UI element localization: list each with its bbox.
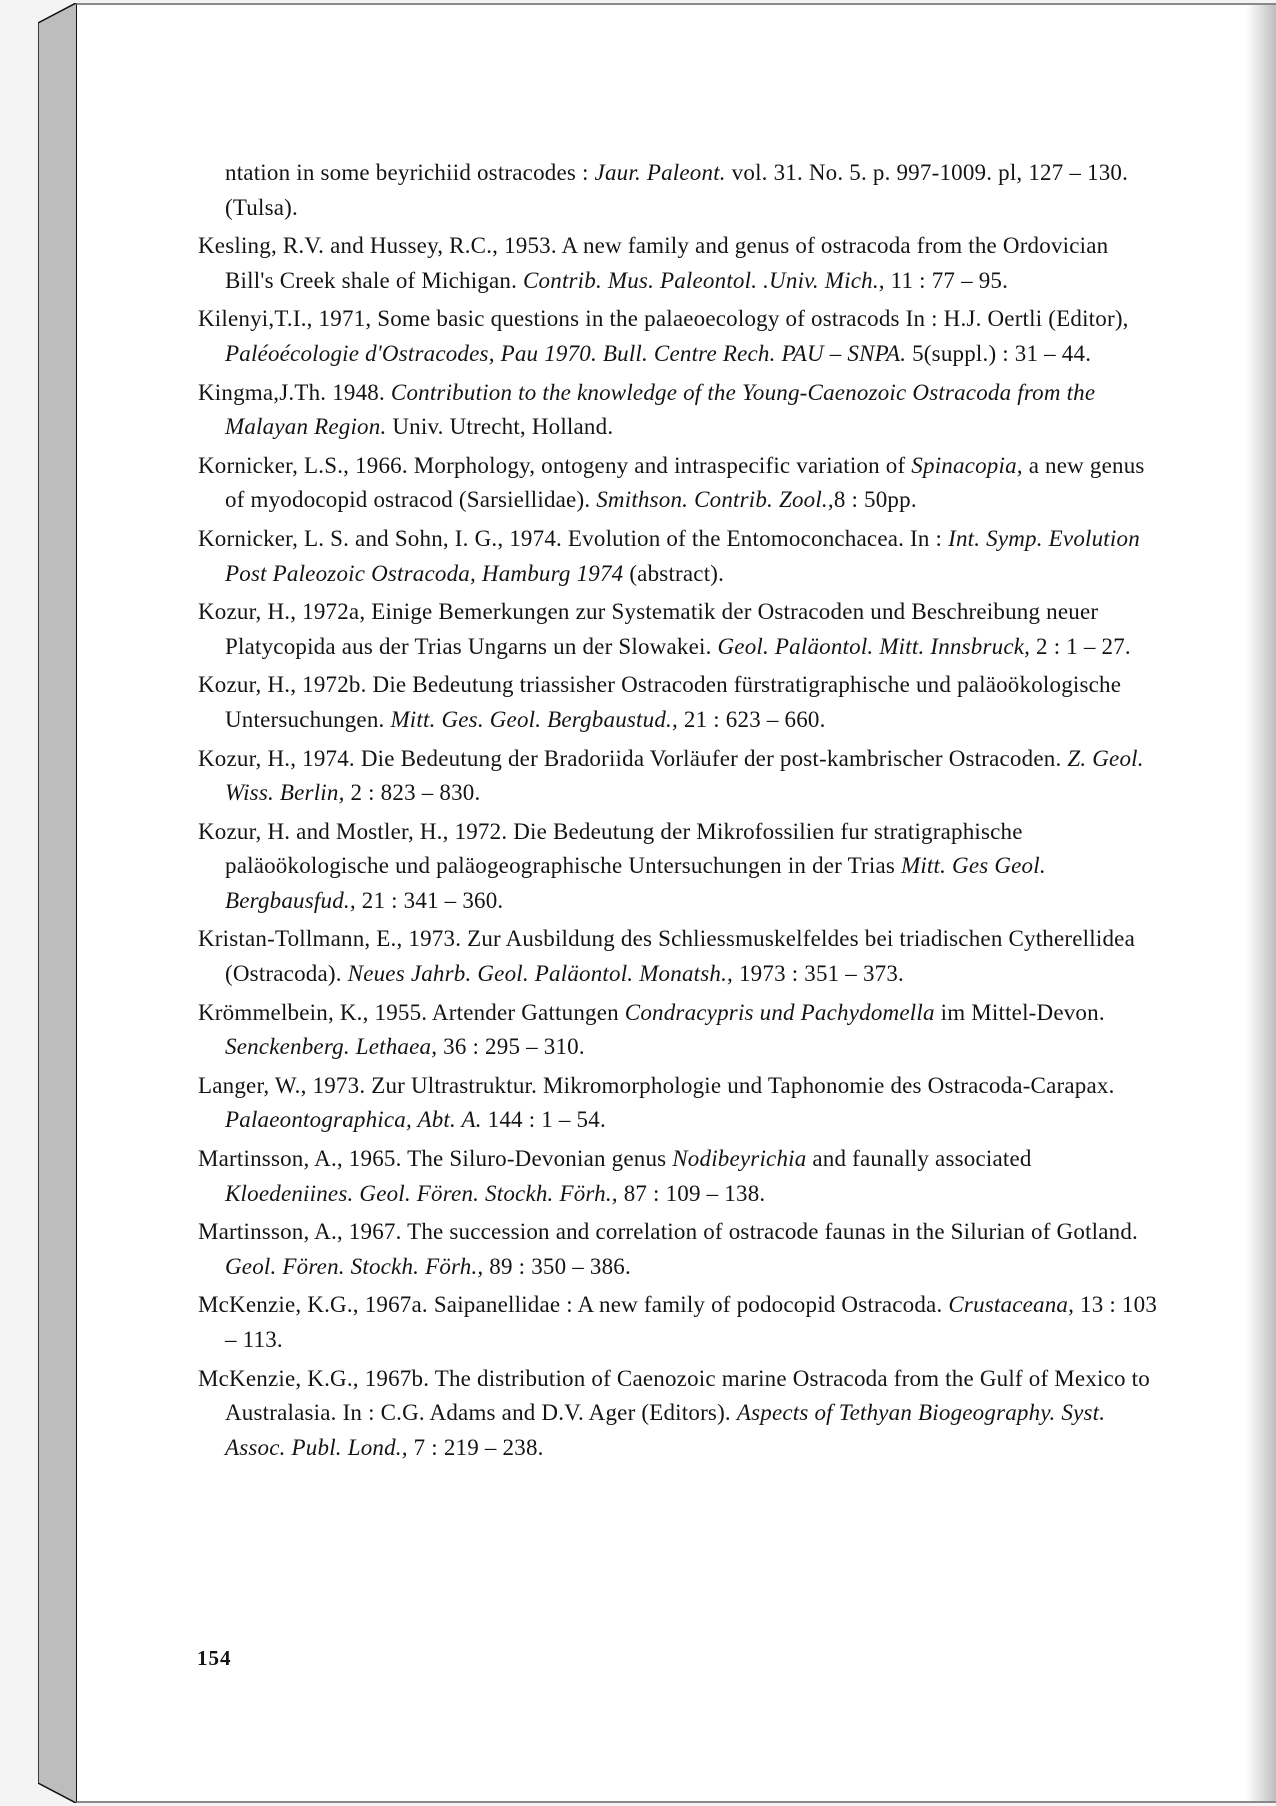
reference-entry bbox=[198, 1215, 1158, 1284]
reference-text: 7 : 219 – 238. bbox=[407, 1434, 544, 1460]
reference-entry bbox=[198, 449, 1158, 518]
reference-text: and faunally associated bbox=[806, 1146, 1032, 1172]
reference-text: Kozur, H. and Mostler, H., 1972. Die Bedeutung der Mikrofossilien fur stratigraphische paläoökologische und paläogeographische Untersuchungen in der Trias bbox=[198, 818, 1023, 879]
reference-text: Kornicker, L.S., 1966. Morphology, ontogeny and intraspecific variation of bbox=[198, 452, 912, 478]
reference-text: a new genus of myodocopid ostracod (Sarsiellidae). bbox=[225, 452, 1145, 513]
reference-entry bbox=[198, 1142, 1158, 1211]
reference-italic-text: Contribution to the knowledge of the Young-Caenozoic Ostracoda from the Malayan Region. bbox=[225, 379, 1096, 440]
reference-text: Kesling, R.V. and Hussey, R.C., 1953. A new family and genus of ostracoda from the Ordovician Bill's Creek shale of Michigan. bbox=[198, 233, 1109, 293]
reference-entry bbox=[198, 1069, 1158, 1138]
reference-italic-text: Mitt. Ges Geol. Bergbausfud., bbox=[225, 853, 1046, 913]
reference-italic-text: Spinacopia, bbox=[911, 452, 1023, 478]
reference-italic-text: Paléoécologie d'Ostracodes, Pau 1970. Bull. Centre Rech. PAU – SNPA. bbox=[225, 340, 907, 366]
reference-text: Kozur, H., 1974. Die Bedeutung der Bradoriida Vorläufer der post-kambrischer Ostracoden. bbox=[198, 745, 1068, 771]
reference-text: 21 : 341 – 360. bbox=[355, 887, 504, 913]
reference-text: (abstract). bbox=[623, 560, 725, 586]
reference-text: 2 : 1 – 27. bbox=[1030, 633, 1131, 659]
reference-text: Kristan-Tollmann, E., 1973. Zur Ausbildung des Schliessmuskelfeldes bei triadischen Cytherellidea (Ostracoda). bbox=[198, 926, 1135, 987]
reference-text: McKenzie, K.G., 1967a. Saipanellidae : A new family of podocopid Ostracoda. bbox=[198, 1292, 949, 1318]
reference-text: 21 : 623 – 660. bbox=[677, 706, 826, 732]
reference-entry bbox=[198, 595, 1158, 664]
reference-italic-text: Palaeontographica, Abt. A. bbox=[225, 1107, 482, 1133]
reference-text: vol. 31. No. 5. p. 997-1009. pl, 127 – 130. (Tulsa). bbox=[225, 160, 1129, 220]
reference-entry bbox=[198, 522, 1158, 591]
reference-italic-text: Crustaceana, bbox=[948, 1292, 1075, 1318]
reference-italic-text: Mitt. Ges. Geol. Bergbaustud., bbox=[390, 706, 678, 732]
reference-text: Univ. Utrecht, Holland. bbox=[386, 414, 614, 440]
reference-text: Krömmelbein, K., 1955. Artender Gattungen bbox=[198, 999, 625, 1025]
reference-text: Langer, W., 1973. Zur Ultrastruktur. Mikromorphologie und Taphonomie des Ostracoda-Carapax. bbox=[198, 1072, 1115, 1098]
reference-text: 87 : 109 – 138. bbox=[617, 1180, 766, 1206]
reference-italic-text: Neues Jahrb. Geol. Paläontol. Monatsh., bbox=[347, 961, 734, 987]
reference-text: 8 : 50pp. bbox=[833, 487, 917, 513]
reference-text: Kozur, H., 1972b. Die Bedeutung triassisher Ostracoden fürstratigraphische und paläoökologische Untersuchungen. bbox=[198, 672, 1122, 732]
reference-text: Kornicker, L. S. and Sohn, I. G., 1974. Evolution of the Entomoconchacea. In : bbox=[198, 525, 949, 551]
reference-italic-text: Senckenberg. Lethaea, bbox=[225, 1034, 438, 1060]
reference-italic-text: Jaur. Paleont. bbox=[594, 160, 726, 185]
reference-italic-text: Kloedeniines. Geol. Fören. Stockh. Förh., bbox=[225, 1180, 618, 1206]
reference-italic-text: Contrib. Mus. Paleontol. .Univ. Mich., bbox=[523, 267, 885, 293]
reference-italic-text: Aspects of Tethyan Biogeography. Syst. Assoc. Publ. Lond., bbox=[225, 1400, 1106, 1460]
reference-italic-text: Z. Geol. Wiss. Berlin, bbox=[225, 745, 1144, 806]
reference-text: 1973 : 351 – 373. bbox=[733, 961, 905, 987]
reference-italic-text: Geol. Paläontol. Mitt. Innsbruck, bbox=[717, 633, 1031, 659]
reference-italic-text: Geol. Fören. Stockh. Förh., bbox=[225, 1253, 484, 1279]
reference-list bbox=[198, 156, 1158, 1469]
reference-entry bbox=[198, 922, 1158, 991]
reference-text: 5(suppl.) : 31 – 44. bbox=[906, 340, 1092, 366]
reference-text: Martinsson, A., 1967. The succession and correlation of ostracode faunas in the Silurian of Gotland. bbox=[198, 1219, 1139, 1245]
reference-text: ntation in some beyrichiid ostracodes : bbox=[225, 160, 595, 185]
reference-italic-text: Smithson. Contrib. Zool., bbox=[596, 487, 834, 513]
reference-entry bbox=[198, 229, 1158, 298]
reference-entry bbox=[198, 815, 1158, 919]
page-number: 154 bbox=[197, 1646, 232, 1670]
reference-italic-text: Condracypris und Pachydomella bbox=[624, 999, 935, 1025]
reference-italic-text: Int. Symp. Evolution Post Paleozoic Ostracoda, Hamburg 1974 bbox=[225, 525, 1140, 586]
reference-entry-continued bbox=[171, 156, 1158, 225]
reference-entry bbox=[198, 1362, 1158, 1466]
reference-text: 89 : 350 – 386. bbox=[483, 1253, 631, 1279]
reference-entry bbox=[198, 742, 1158, 811]
reference-italic-text: Nodibeyrichia bbox=[672, 1146, 807, 1172]
page-edge-shade bbox=[1246, 5, 1276, 1801]
reference-text: McKenzie, K.G., 1967b. The distribution of Caenozoic marine Ostracoda from the Gulf of Mexico to Australasia. In : C.G. Adams and D.V. Ager (Editors). bbox=[198, 1365, 1150, 1426]
reference-text: 13 : 103 – 113. bbox=[225, 1292, 1158, 1352]
reference-entry bbox=[198, 668, 1158, 737]
reference-text: Kozur, H., 1972a, Einige Bemerkungen zur Systematik der Ostracoden und Beschreibung neuer Platycopida aus der Trias Ungarns un der Slowakei. bbox=[198, 599, 1099, 659]
reference-text: 11 : 77 – 95. bbox=[884, 267, 1009, 293]
reference-text: 36 : 295 – 310. bbox=[437, 1034, 585, 1060]
reference-entry bbox=[198, 302, 1158, 371]
reference-text: 2 : 823 – 830. bbox=[344, 780, 481, 806]
reference-text: Kingma,J.Th. 1948. bbox=[198, 379, 391, 405]
reference-text: Kilenyi,T.I., 1971, Some basic questions in the palaeoecology of ostracods In : H.J. Oertli (Editor), bbox=[198, 306, 1129, 332]
book-spine bbox=[38, 3, 76, 1803]
reference-entry bbox=[198, 1288, 1158, 1357]
reference-entry bbox=[198, 996, 1158, 1065]
reference-text: Martinsson, A., 1965. The Siluro-Devonian genus bbox=[198, 1146, 673, 1172]
reference-text: 144 : 1 – 54. bbox=[481, 1107, 606, 1133]
reference-entry bbox=[198, 376, 1158, 445]
reference-text: im Mittel-Devon. bbox=[934, 999, 1105, 1025]
